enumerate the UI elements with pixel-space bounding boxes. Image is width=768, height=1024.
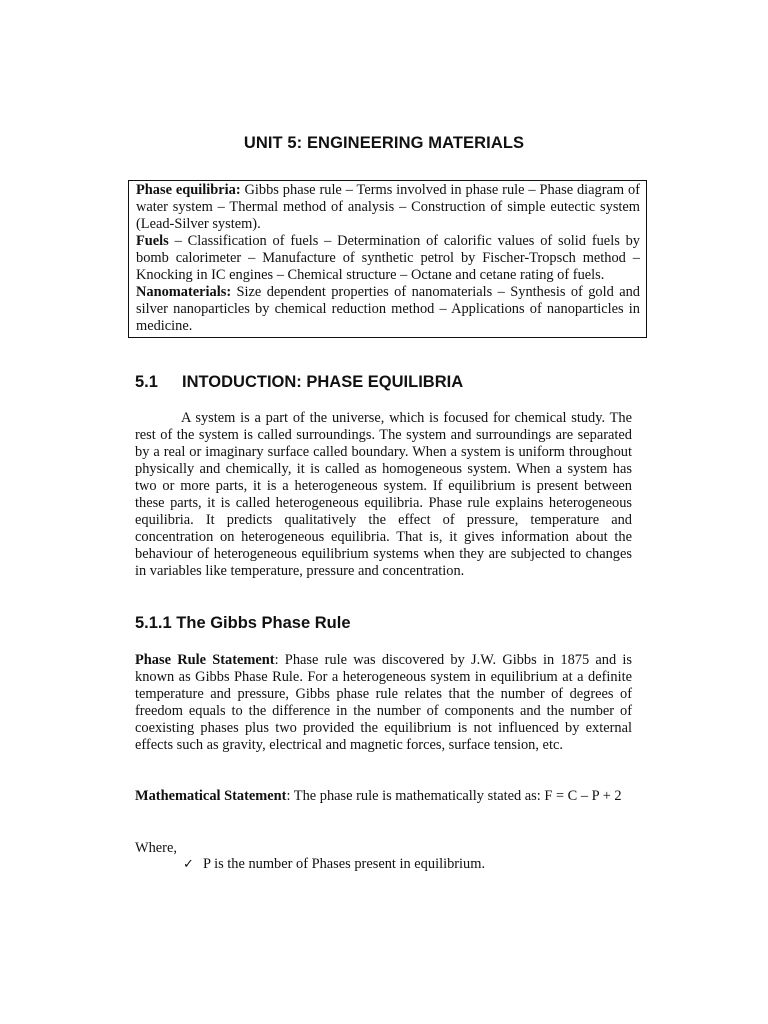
section-number: 5.1: [135, 373, 158, 391]
subsection-heading-5-1-1: 5.1.1 The Gibbs Phase Rule: [135, 614, 351, 632]
syllabus-item-nanomaterials: [136, 284, 640, 335]
syllabus-item-phase-equilibria: [136, 182, 640, 233]
syllabus-label: Fuels: [136, 233, 169, 249]
syllabus-label: Phase equilibria:: [136, 182, 241, 198]
math-text: : The phase rule is mathematically stated as: F = C – P + 2: [286, 788, 622, 804]
mathematical-statement: [135, 788, 632, 805]
math-label: Mathematical Statement: [135, 788, 287, 804]
statement-text: : Phase rule was discovered by J.W. Gibbs in 1875 and is known as Gibbs Phase Rule. For a heterogeneous system in equilibrium at a definite temperature and pressure, Gibbs phase rule relates that the number of degrees of freedom equals to the difference in the number of components and the number of coexisting phases plus two provided the equilibrium is not influenced by external effects such as gravity, electrical and magnetic forces, surface tension, etc.: [135, 652, 632, 753]
where-label: Where,: [135, 840, 177, 856]
checkmark-icon: ✓: [183, 857, 194, 872]
syllabus-text: Gibbs phase rule – Terms involved in phase rule – Phase diagram of water system – Thermal method of analysis – Construction of simple eutectic system (Lead-Silver system).: [136, 182, 640, 232]
syllabus-label: Nanomaterials:: [136, 284, 232, 300]
list-item: [183, 856, 485, 873]
list-item-text: P is the number of Phases present in equilibrium.: [203, 856, 486, 872]
intro-paragraph: A system is a part of the universe, which is focused for chemical study. The rest of the system is called surroundings. The system and surroundings are separated by a real or imaginary surface called boundary. When a system is uniform throughout physically and chemically, it is called as homogeneous system. When a system has two or more parts, it is a heterogeneous system. If equilibrium is present between these parts, it is called heterogeneous equilibria. Phase rule explains heterogeneous equilibria. It predicts qualitatively the effect of pressure, temperature and concentration on heterogeneous equilibria. That is, it gives information about the behaviour of heterogeneous equilibrium systems when they are subjected to changes in variables like temperature, pressure and concentration.: [135, 410, 632, 579]
statement-label: Phase Rule Statement: [135, 652, 275, 668]
unit-title: UNIT 5: ENGINEERING MATERIALS: [243, 134, 525, 152]
syllabus-box: [128, 180, 647, 338]
section-title: INTODUCTION: PHASE EQUILIBRIA: [182, 373, 464, 391]
syllabus-item-fuels: [136, 233, 640, 284]
syllabus-text: Size dependent properties of nanomaterials – Synthesis of gold and silver nanoparticles by chemical reduction method – Applications of nanoparticles in medicine.: [136, 284, 640, 334]
section-heading-5-1: [135, 373, 463, 392]
phase-rule-statement: [135, 652, 632, 754]
syllabus-text: – Classification of fuels – Determination of calorific values of solid fuels by bomb calorimeter – Manufacture of synthetic petrol by Fischer-Tropsch method – Knocking in IC engines – Chemical structure – Octane and cetane rating of fuels.: [136, 233, 640, 283]
